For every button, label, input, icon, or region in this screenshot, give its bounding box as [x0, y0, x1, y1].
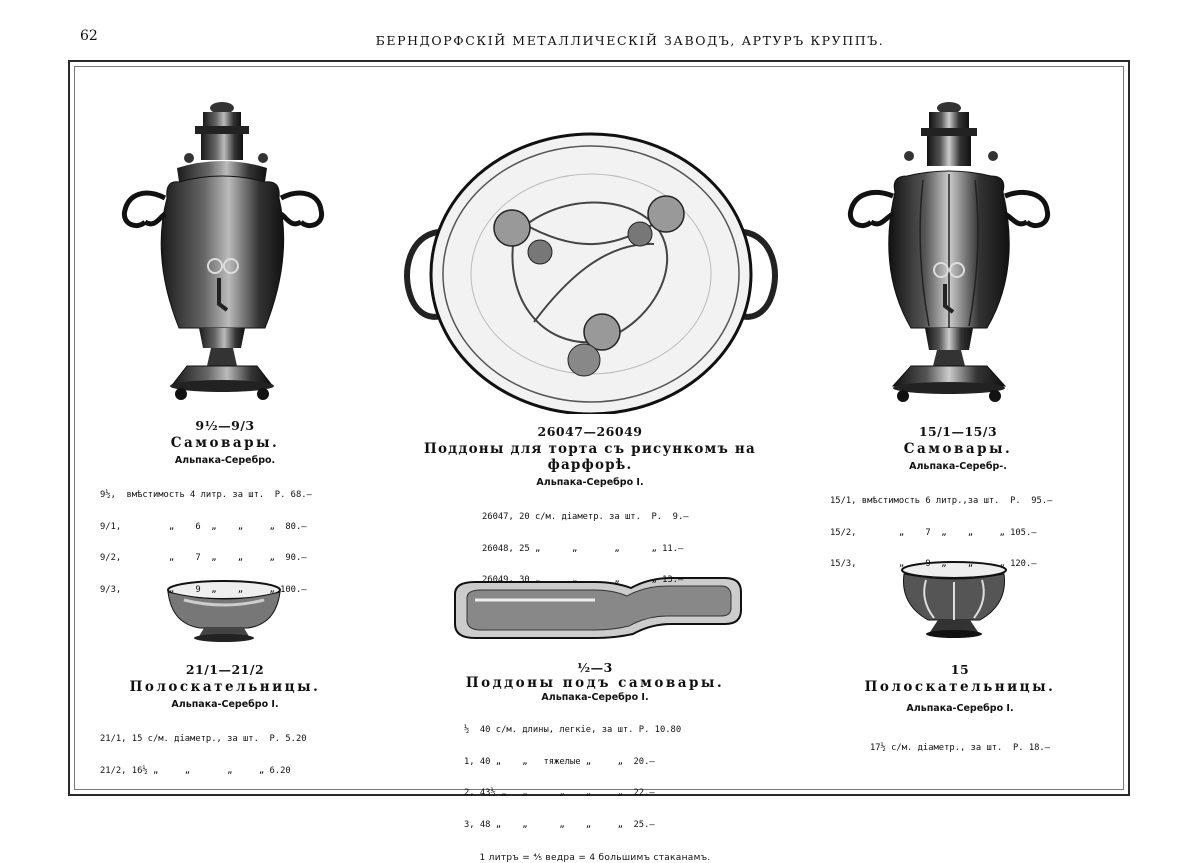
item-title: Самовары.	[903, 441, 1013, 457]
item-material: Альпака-Серебро I.	[171, 699, 279, 710]
price-line: 15/3, „ 9 „ „ „ 120.—	[830, 559, 1037, 569]
item-code: ½—3	[577, 660, 613, 675]
samovars-right-entry	[830, 424, 1086, 591]
item-material: Альпака-Серебро.	[174, 455, 276, 466]
round-tray-illustration	[404, 132, 778, 414]
page-number: 62	[80, 28, 98, 44]
rinse-bowls-left-entry	[100, 662, 350, 797]
item-title: Полоскательницы.	[129, 679, 321, 695]
item-material: Альпака-Серебро I.	[906, 703, 1014, 714]
item-title: Полоскательницы.	[864, 679, 1056, 695]
item-code: 15/1—15/3	[918, 424, 998, 439]
price-lines	[464, 704, 760, 851]
price-lines	[100, 713, 350, 797]
item-material: Альпака-Серебро I.	[541, 692, 649, 703]
price-lines	[840, 722, 1080, 775]
rinse-bowl-right-entry	[840, 662, 1080, 775]
item-material: Альпака-Серебро I.	[536, 477, 644, 488]
price-line: ½ 40 с/м. длины, легкіе, за шт. Р. 10.80	[464, 725, 682, 735]
price-lines	[830, 475, 1086, 591]
price-line: 1, 40 „ „ тяжелые „ „ 20.—	[464, 756, 655, 767]
price-line: 3, 48 „ „ „ „ „ 25.—	[464, 819, 655, 830]
price-line: 21/1, 15 с/м. діаметр., за шт. Р. 5.20	[100, 734, 307, 744]
cake-trays-entry	[410, 424, 770, 607]
price-line: 26047, 20 с/м. діаметр. за шт. Р. 9.—	[482, 512, 689, 522]
price-line: 21/2, 16½ „ „ „ „ 6.20	[100, 765, 291, 776]
price-line: 9½, вмѣстимость 4 литр. за шт. Р. 68.—	[100, 490, 312, 500]
samovar-left-illustration	[115, 98, 330, 410]
price-line: 9/2, „ 7 „ „ „ 90.—	[100, 553, 307, 563]
samovar-trays-entry	[430, 660, 760, 863]
price-lines	[100, 469, 350, 616]
price-line: 15/2, „ 7 „ „ „ 105.—	[830, 527, 1037, 538]
item-code: 9½—9/3	[195, 418, 255, 433]
item-code: 15	[950, 662, 970, 677]
price-line: 15/1, вмѣстимость 6 литр.,за шт. Р. 95.—	[830, 496, 1053, 506]
item-code: 26047—26049	[537, 424, 643, 439]
samovars-left-entry	[100, 418, 350, 616]
item-title: Поддоны подъ самовары.	[465, 675, 725, 691]
price-line: 9/3, „ 9 „ „ „ 100.—	[100, 584, 307, 595]
price-line: 26048, 25 „ „ „ „ 11.—	[482, 543, 684, 554]
samovar-right-illustration	[845, 100, 1053, 410]
item-title: Самовары.	[170, 435, 280, 451]
item-code: 21/1—21/2	[185, 662, 265, 677]
item-title: Поддоны для торта съ рисункомъ на фарфорѣ.	[424, 441, 756, 473]
price-line: 2, 43½ „ „ „ „ „ 22.—	[464, 788, 655, 798]
price-lines	[482, 491, 770, 607]
volume-note: 1 литръ = ⅘ ведра = 4 большимъ стаканамъ.	[479, 853, 711, 863]
price-line: 17½ с/м. діаметр., за шт. Р. 18.—	[869, 743, 1051, 753]
price-line: 9/1, „ 6 „ „ „ 80.—	[100, 521, 307, 532]
price-line: 26049, 30 „ „ „ „ 13.—	[482, 575, 684, 585]
item-material: Альпака-Серебр-.	[909, 461, 1007, 472]
running-title: БЕРНДОРФСКІЙ МЕТАЛЛИЧЕСКІЙ ЗАВОДЪ, АРТУРЪ КРУППЪ.	[375, 33, 885, 48]
